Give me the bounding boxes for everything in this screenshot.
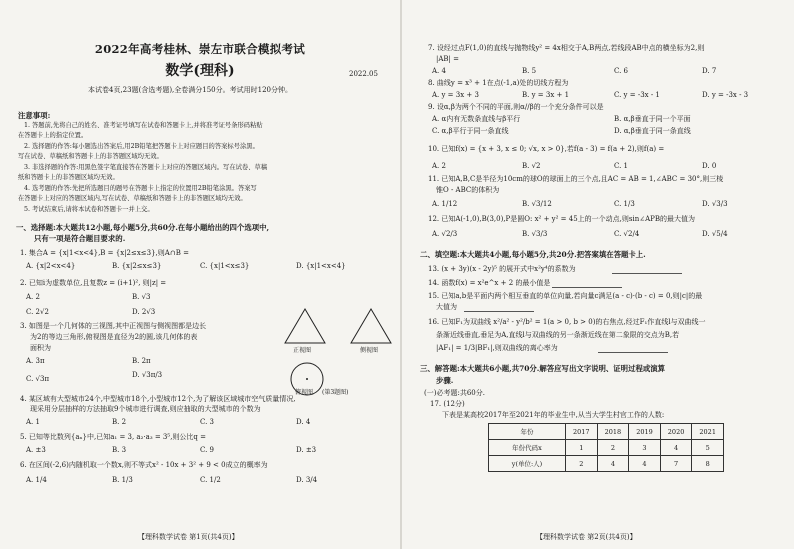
left-page-footer: 【理科数学试卷 第1页(共4页)】	[138, 533, 239, 541]
question-17-heading: 17. (12分)	[430, 400, 465, 408]
table-cell: 1	[566, 440, 598, 456]
q4-option-a: A. 1	[26, 418, 40, 426]
table-row	[489, 440, 724, 456]
note-line: 1. 答题前,先将自己的姓名、准考证号填写在试卷和答题卡上,并将准考证号条形码粘贴	[24, 122, 263, 129]
exam-intro: 本试卷4页,23题(含选考题),全卷满分150分。考试用时120分钟。	[88, 86, 292, 94]
table-cell: 7	[660, 456, 692, 472]
q12-option-c: C. √2/4	[614, 230, 640, 238]
q5-option-c: C. 9	[200, 446, 215, 454]
q3-option-b: B. 2π	[132, 357, 151, 365]
q6-option-c: C. 1/2	[200, 476, 221, 484]
q7-option-a: A. 4	[432, 67, 446, 75]
section-1-heading: 一、选择题:本大题共12小题,每小题5分,共60分.在每小题给出的四个选项中,	[16, 223, 270, 232]
q8-option-c: C. y = -3x - 1	[614, 91, 660, 99]
table-cell: 2020	[660, 424, 692, 440]
question-2: 2. 已知i为虚数单位,且复数z = (i+1)², 则|z| =	[20, 279, 167, 287]
note-line: 在答题卡上的指定位置。	[18, 132, 88, 139]
table-row	[489, 424, 724, 440]
question-11: 11. 已知A,B,C是半径为10cm的球O的球面上的三个点,且AC = AB = 1,∠ABC = 30°,则三棱	[428, 175, 724, 183]
question-6: 6. 在区间(-2,6)内随机取一个数x,则不等式x² - 10x + 3² + 9 < 0成立的概率为	[20, 461, 268, 469]
question-14: 14. 函数f(x) = x²e^x + 2 的最小值是	[428, 279, 551, 287]
q2-option-d: D. 2√3	[132, 308, 156, 316]
question-3: 3. 如图是一个几何体的三视图,其中正视图与侧视图都是边长	[20, 322, 207, 330]
question-15: 15. 已知a,b是平面内两个相互垂直的单位向量,若向量c满足(a - c)·(b - c) = 0,则|c|的最	[428, 292, 703, 300]
q6-option-a: A. 1/4	[26, 476, 47, 484]
q13-answer-blank	[612, 273, 682, 274]
q9-option-a: A. α内有无数条直线与β平行	[432, 115, 521, 123]
question-16-cont2: |AF₁| = 1/3|BF₁|,则双曲线的离心率为	[436, 344, 558, 352]
section-3-heading-cont: 步骤.	[436, 376, 454, 385]
question-12: 12. 已知A(-1,0),B(3,0),P是圆O: x² + y² = 45上的一个动点,则sin∠APB的最大值为	[428, 215, 695, 223]
q1-option-b: B. {x|2≤x≤3}	[112, 262, 162, 270]
q9-option-d: D. α,β垂直于同一条直线	[614, 127, 691, 135]
q1-option-a: A. {x|2<x<4}	[26, 262, 76, 270]
table-cell: 2017	[566, 424, 598, 440]
q15-answer-blank	[464, 311, 534, 312]
q10-option-a: A. 2	[432, 162, 446, 170]
question-4: 4. 某区域有大型城市24个,中型城市18个,小型城市12个,为了解该区域城市空气质量情况,	[20, 395, 296, 403]
notes-heading: 注意事项:	[18, 111, 51, 120]
table-header-cell: 年份	[489, 424, 566, 440]
front-view-triangle	[285, 309, 325, 343]
note-line: 5. 考试结束后,请将本试卷和答题卡一并上交。	[24, 206, 154, 213]
q11-option-a: A. 1/12	[432, 200, 458, 208]
note-line: 写在试卷、草稿纸和答题卡上的非答题区域均无效。	[18, 153, 163, 160]
q10-option-b: B. √2	[522, 162, 541, 170]
table-cell: 2019	[629, 424, 661, 440]
table-cell: 2021	[692, 424, 724, 440]
top-view-label: 俯视图	[295, 389, 314, 396]
question-16: 16. 已知F₁为双曲线 x²/a² - y²/b² = 1(a > 0, b > 0)的右焦点,经过F₁作直线l与双曲线一	[428, 318, 706, 326]
q2-option-c: C. 2√2	[26, 308, 49, 316]
side-view-label: 侧视图	[360, 347, 379, 354]
q7-option-b: B. 5	[522, 67, 537, 75]
q9-option-b: B. α,β垂直于同一个平面	[614, 115, 691, 123]
front-view-label: 正视图	[293, 347, 312, 354]
q11-option-c: C. 1/3	[614, 200, 635, 208]
top-view-center	[306, 378, 308, 380]
right-page-footer: 【理科数学试卷 第2页(共4页)】	[536, 533, 637, 541]
question-16-cont: 条渐近线垂直,垂足为A,直线l与双曲线的另一条渐近线在第二象限的交点为B,若	[436, 331, 680, 339]
table-cell: 4	[660, 440, 692, 456]
q14-answer-blank	[552, 287, 622, 288]
q11-option-b: B. √3/12	[522, 200, 552, 208]
q10-option-d: D. 0	[702, 162, 717, 170]
q3-option-a: A. 3π	[26, 357, 45, 365]
q3-option-c: C. √3π	[26, 375, 50, 383]
question-4-cont: 现采用分层抽样的方法抽取9个城市进行调查,则应抽取的大型城市的个数为	[30, 405, 261, 413]
note-line: 3. 非选择题的作答:用黑色签字笔直接答在答题卡上对应的答题区域内。写在试卷、草稿	[24, 164, 268, 171]
table-header-cell: y(单位:人)	[489, 456, 566, 472]
q3-option-d: D. √3π/3	[132, 371, 163, 379]
question-17-text: 下表是某高校2017年至2021年的毕业生中,从当大学生村官工作的人数:	[442, 411, 665, 419]
note-line: 在答题卡上对应的答题区域内,写在试卷、草稿纸和答题卡上的非答题区域均无效。	[18, 195, 247, 202]
section-3-heading: 三、解答题:本大题共6小题,共70分.解答应写出文字说明、证明过程或演算	[420, 364, 666, 373]
q4-option-d: D. 4	[296, 418, 311, 426]
q6-option-d: D. 3/4	[296, 476, 318, 484]
question-13: 13. (x + 3y)(x - 2y)⁵ 的展开式中x²y⁴的系数为	[428, 265, 576, 273]
q4-option-c: C. 3	[200, 418, 215, 426]
table-header-cell: 年份代码x	[489, 440, 566, 456]
required-heading: (一)必考题:共60分.	[424, 389, 485, 397]
table-cell: 2018	[597, 424, 629, 440]
q16-answer-blank	[598, 352, 668, 353]
question-3-cont: 为2的等边三角形,俯视图是直径为2的圆,该几何体的表	[30, 333, 198, 341]
exam-date: 2022.05	[349, 70, 378, 78]
question-5: 5. 已知等比数列{aₙ}中,已知a₁ = 3, a₂·a₃ = 3⁵,则公比q =	[20, 433, 206, 441]
q5-option-a: A. ±3	[26, 446, 46, 454]
table-cell: 4	[597, 456, 629, 472]
q10-option-c: C. 1	[614, 162, 629, 170]
note-line: 2. 选择题的作答:每小题选出答案后,用2B铅笔把答题卡上对应题目的答案标号涂黑。	[24, 143, 259, 150]
table-cell: 2	[566, 456, 598, 472]
q2-option-b: B. √3	[132, 293, 151, 301]
question-15-cont: 大值为	[436, 303, 457, 311]
question-8: 8. 曲线y = x³ + 1在点(-1,a)处的切线方程为	[428, 79, 569, 87]
question-7: 7. 设经过点F(1,0)的直线与抛物线y² = 4x相交于A,B两点,若线段AB中点的横坐标为2,则	[428, 44, 705, 52]
question-1: 1. 集合A = {x|1<x<4},B = {x|2≤x≤3},则A∩B =	[20, 249, 189, 257]
q7-option-c: C. 6	[614, 67, 629, 75]
graduates-table	[488, 423, 724, 472]
question-10: 10. 已知f(x) = {x + 3, x ≤ 0; √x, x > 0},若f(a - 3) = f(a + 2),则f(a) =	[428, 145, 665, 153]
q5-option-b: B. 3	[112, 446, 127, 454]
q12-option-b: B. √3/3	[522, 230, 548, 238]
side-view-triangle	[351, 309, 391, 343]
q1-option-d: D. {x|1<x<4}	[296, 262, 346, 270]
table-cell: 8	[692, 456, 724, 472]
q12-option-d: D. √5/4	[702, 230, 728, 238]
q2-option-a: A. 2	[26, 293, 40, 301]
exam-subject: 数学(理科)	[165, 63, 235, 79]
exam-title: 2022年高考桂林、崇左市联合模拟考试	[94, 42, 306, 56]
q4-option-b: B. 2	[112, 418, 127, 426]
table-cell: 2	[597, 440, 629, 456]
table-cell: 4	[629, 456, 661, 472]
table-row	[489, 456, 724, 472]
note-line: 4. 选考题的作答:先把所选题目的题号在答题卡上指定的位置用2B铅笔涂黑。答案写	[24, 185, 257, 192]
question-7-cont: |AB| =	[436, 55, 460, 63]
question-9: 9. 设α,β为两个不同的平面,则α//β的一个充分条件可以是	[428, 103, 604, 111]
table-cell: 3	[629, 440, 661, 456]
figure-caption: (第3题图)	[322, 389, 349, 396]
q11-option-d: D. √3/3	[702, 200, 728, 208]
section-1-heading-cont: 只有一项是符合题目要求的.	[34, 234, 126, 243]
q12-option-a: A. √2/3	[432, 230, 458, 238]
right-page	[402, 0, 794, 549]
q8-option-a: A. y = 3x + 3	[432, 91, 479, 99]
q5-option-d: D. ±3	[296, 446, 317, 454]
q7-option-d: D. 7	[702, 67, 717, 75]
question-11-cont: 锥O - ABC的体积为	[436, 186, 500, 194]
q1-option-c: C. {x|1<x≤3}	[200, 262, 250, 270]
q6-option-b: B. 1/3	[112, 476, 133, 484]
q9-option-c: C. α,β平行于同一条直线	[432, 127, 509, 135]
note-line: 纸和答题卡上的非答题区域均无效。	[18, 174, 119, 181]
table-cell: 5	[692, 440, 724, 456]
q8-option-d: D. y = -3x - 3	[702, 91, 749, 99]
section-2-heading: 二、填空题:本大题共4小题,每小题5分,共20分.把答案填在答题卡上.	[420, 250, 646, 259]
question-3-cont2: 面积为	[30, 344, 51, 352]
q8-option-b: B. y = 3x + 1	[522, 91, 570, 99]
